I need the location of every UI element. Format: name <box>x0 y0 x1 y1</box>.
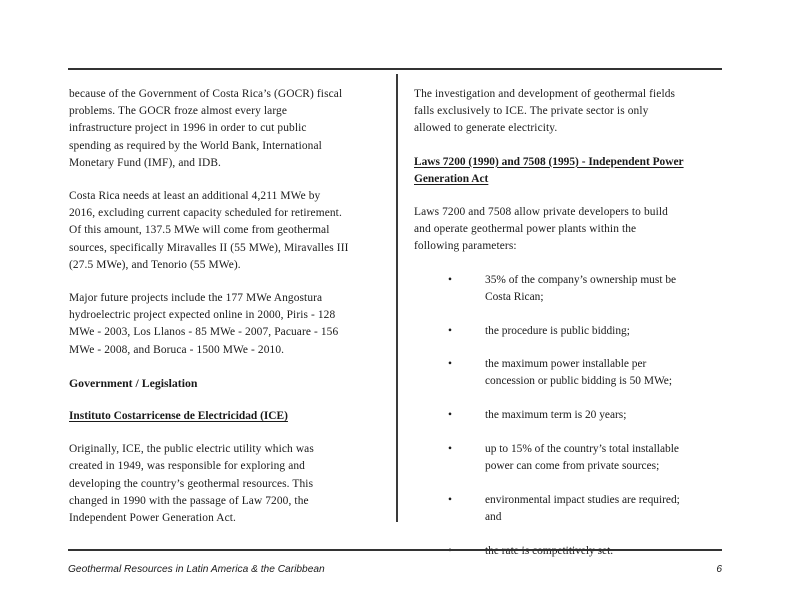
list-item <box>414 492 684 526</box>
list-item-text: environmental impact studies are required; and <box>485 493 680 523</box>
paragraph-gocr-fiscal: because of the Government of Costa Rica’s (GOCR) fiscal problems. The GOCR froze almost every large infrastructure project in 1996 in order to cut public spending as required by the World Bank, International Monetary Fund (IMF), and IDB. <box>69 88 343 169</box>
parameters-bullet-list <box>414 272 684 560</box>
list-item-text: the maximum power installable per concession or public bidding is 50 MWe; <box>485 358 673 388</box>
bullet-point-icon: • <box>448 409 452 422</box>
bullet-point-icon: • <box>448 358 452 371</box>
paragraph-capacity-needs: Costa Rica needs at least an additional 4,211 MWe by 2016, excluding current capacity scheduled for retirement. Of this amount, 137.5 MWe will come from geothermal sources, specifically Miravalles II (55 MWe), Miravalles III (27.5 MWe), and Tenorio (55 MWe). <box>69 190 349 271</box>
column-divider-rule <box>396 74 398 522</box>
list-item <box>414 407 684 424</box>
paragraph-ice-exclusivity: The investigation and development of geothermal fields falls exclusively to ICE. The private sector is only allowed to generate electricity. <box>414 88 676 135</box>
footer-rule <box>68 549 722 551</box>
list-item-text: 35% of the company’s ownership must be Costa Rican; <box>485 273 677 303</box>
left-column <box>69 86 349 527</box>
header-rule <box>68 68 722 70</box>
subheading-instituto-costarricense: Instituto Costarricense de Electricidad (ICE) <box>69 410 288 423</box>
list-item <box>414 323 684 340</box>
paragraph-ice-history: Originally, ICE, the public electric utility which was created in 1949, was responsible for exploring and developing the country’s geothermal resources. This changed in 1990 with the passage of Law 7200, the Independent Power Generation Act. <box>69 443 314 525</box>
list-item <box>414 543 684 560</box>
footer-document-title: Geothermal Resources in Latin America & the Caribbean <box>68 564 325 575</box>
paragraph-future-projects: Major future projects include the 177 MWe Angostura hydroelectric project expected online in 2000, Piris - 128 MWe - 2003, Los Llanos - 85 MWe - 2007, Pacuare - 156 MWe - 2008, and Boruca - 1500 MWe - 2010. <box>69 292 339 356</box>
list-item <box>414 272 684 306</box>
page-footer <box>68 563 722 579</box>
right-column <box>414 86 684 560</box>
bullet-point-icon: • <box>448 493 452 506</box>
list-item-text: up to 15% of the country’s total installable power can come from private sources; <box>485 442 679 473</box>
list-item <box>414 441 684 475</box>
bullet-point-icon: • <box>448 324 452 337</box>
paragraph-laws-parameters-intro: Laws 7200 and 7508 allow private developers to build and operate geothermal power plants within the following parameters: <box>414 206 668 253</box>
subheading-laws-7200-7508: Laws 7200 (1990) and 7508 (1995) - Independent Power Generation Act <box>414 155 684 185</box>
section-heading-government-legislation: Government / Legislation <box>69 375 198 390</box>
list-item-text: the procedure is public bidding; <box>485 324 630 337</box>
bullet-point-icon <box>448 543 452 560</box>
bullet-point-icon: • <box>448 273 452 286</box>
bullet-point-icon: • <box>448 442 452 455</box>
footer-page-number: 6 <box>716 564 722 575</box>
list-item-text: the maximum term is 20 years; <box>485 409 627 422</box>
list-item <box>414 356 684 390</box>
